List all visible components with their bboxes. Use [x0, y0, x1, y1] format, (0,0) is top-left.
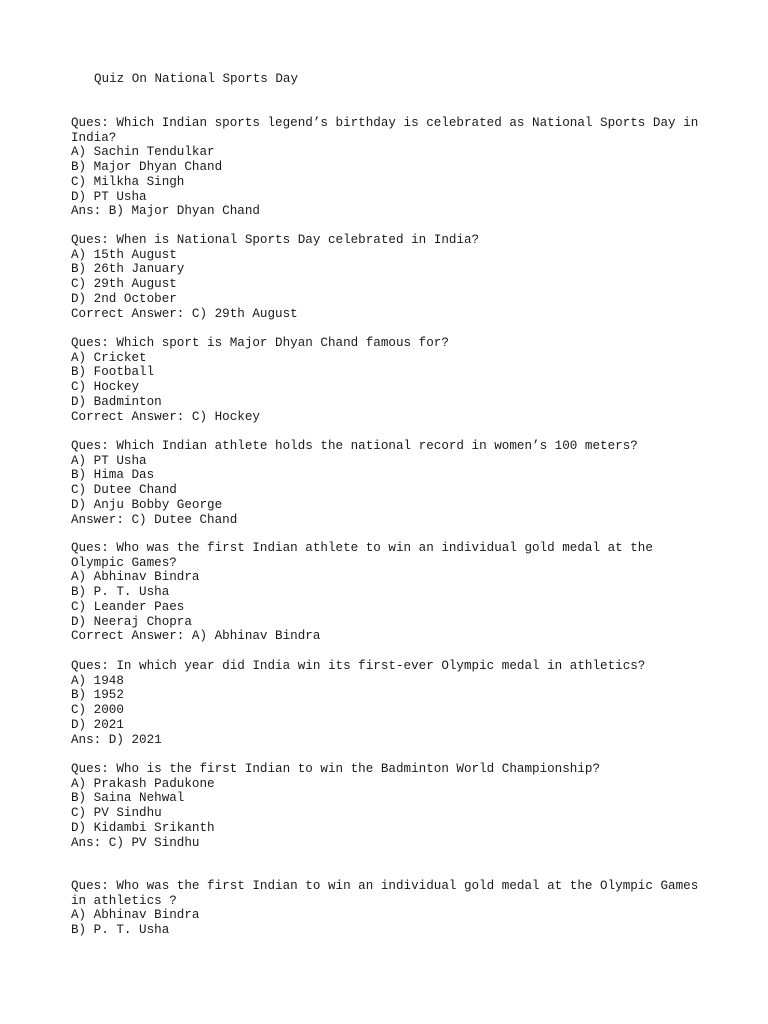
- question-text: Ques: Who was the first Indian athlete to win an individual gold medal at the Olympic Games?: [71, 541, 653, 570]
- question-text: Ques: Which Indian sports legend’s birthday is celebrated as National Sports Day in India?: [71, 116, 699, 145]
- option-d: D) PT Usha: [71, 189, 147, 204]
- option-a: A) Sachin Tendulkar: [71, 145, 215, 160]
- option-b: B) 26th January: [71, 262, 185, 277]
- answer-text: Correct Answer: C) 29th August: [71, 306, 298, 321]
- answer-text: Answer: C) Dutee Chand: [71, 512, 238, 527]
- option-b: B) 1952: [71, 688, 124, 703]
- question-block: [71, 879, 711, 938]
- question-block: [71, 659, 711, 747]
- question-block: [71, 116, 711, 219]
- question-text: Ques: Which Indian athlete holds the national record in women’s 100 meters?: [71, 439, 638, 453]
- question-block: [71, 233, 711, 321]
- option-b: B) P. T. Usha: [71, 585, 170, 600]
- option-b: B) Football: [71, 365, 155, 380]
- option-a: A) Cricket: [71, 350, 147, 365]
- question-text: Ques: Which sport is Major Dhyan Chand famous for?: [71, 336, 449, 350]
- question-text: Ques: Who was the first Indian to win an individual gold medal at the Olympic Games in athletics ?: [71, 879, 699, 908]
- option-a: A) Prakash Padukone: [71, 776, 215, 791]
- question-text: Ques: In which year did India win its first-ever Olympic medal in athletics?: [71, 659, 646, 673]
- option-b: B) Major Dhyan Chand: [71, 160, 223, 175]
- option-a: A) 1948: [71, 673, 124, 688]
- option-c: C) Leander Paes: [71, 599, 185, 614]
- option-b: B) Hima Das: [71, 468, 155, 483]
- option-d: D) Neeraj Chopra: [71, 614, 192, 629]
- option-b: B) Saina Nehwal: [71, 791, 185, 806]
- option-d: D) Anju Bobby George: [71, 497, 223, 512]
- option-a: A) 15th August: [71, 247, 177, 262]
- answer-text: Correct Answer: C) Hockey: [71, 409, 260, 424]
- answer-text: Ans: D) 2021: [71, 732, 162, 747]
- question-block: [71, 762, 711, 850]
- option-d: D) Kidambi Srikanth: [71, 820, 215, 835]
- option-a: A) PT Usha: [71, 453, 147, 468]
- answer-text: Ans: C) PV Sindhu: [71, 835, 200, 850]
- option-c: C) Hockey: [71, 380, 140, 395]
- option-d: D) 2nd October: [71, 291, 177, 306]
- question-text: Ques: Who is the first Indian to win the Badminton World Championship?: [71, 762, 601, 776]
- option-d: D) Badminton: [71, 394, 162, 409]
- question-block: [71, 541, 711, 644]
- option-c: C) 29th August: [71, 277, 177, 292]
- option-c: C) 2000: [71, 703, 124, 718]
- option-c: C) PV Sindhu: [71, 806, 162, 821]
- option-a: A) Abhinav Bindra: [71, 570, 200, 585]
- option-d: D) 2021: [71, 717, 124, 732]
- option-c: C) Dutee Chand: [71, 483, 177, 498]
- question-text: Ques: When is National Sports Day celebrated in India?: [71, 233, 480, 247]
- question-block: [71, 439, 711, 527]
- option-a: A) Abhinav Bindra: [71, 908, 200, 923]
- document-title: Quiz On National Sports Day: [94, 72, 299, 86]
- answer-text: Correct Answer: A) Abhinav Bindra: [71, 629, 321, 644]
- option-b: B) P. T. Usha: [71, 923, 170, 938]
- question-block: [71, 336, 711, 424]
- answer-text: Ans: B) Major Dhyan Chand: [71, 204, 260, 219]
- option-c: C) Milkha Singh: [71, 174, 185, 189]
